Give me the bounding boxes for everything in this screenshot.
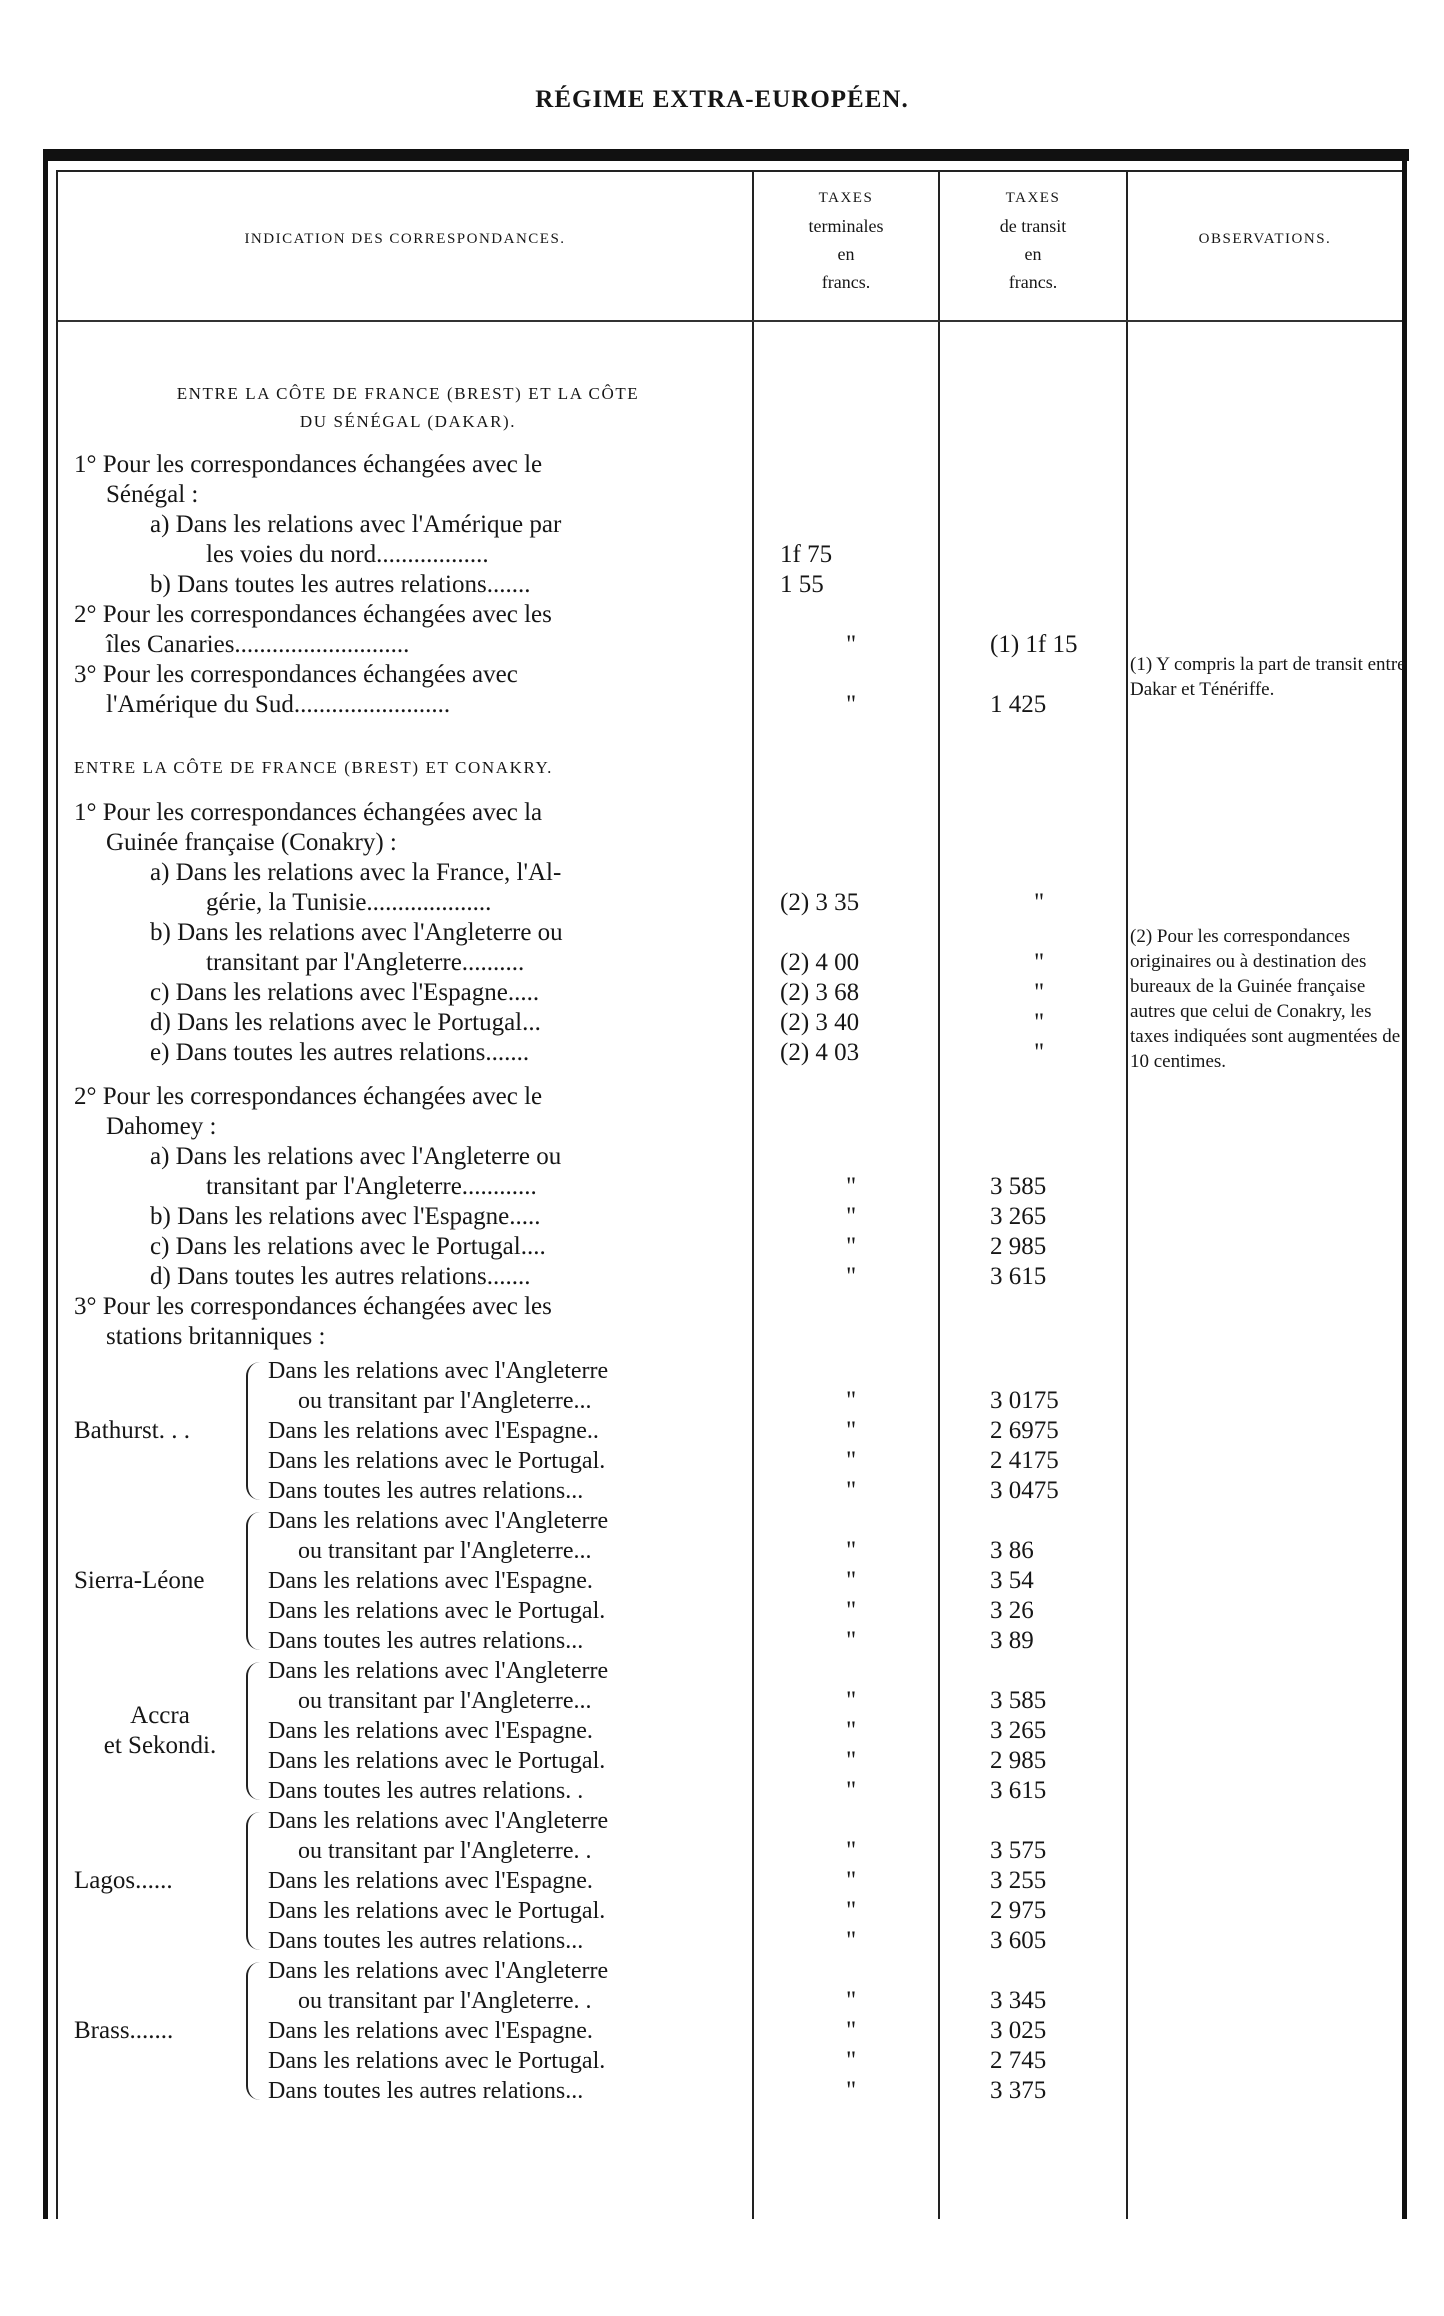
station-row-taxe-transit: 3 615 (990, 1777, 1047, 1804)
table-row-text: les voies du nord.................. (206, 541, 489, 568)
table-row-taxe-transit: 3 265 (990, 1203, 1047, 1230)
station-row-text: Dans les relations avec l'Espagne.. (268, 1418, 599, 1444)
station-row-text: ou transitant par l'Angleterre... (298, 1688, 592, 1714)
table-row-text: c) Dans les relations avec l'Espagne..... (150, 979, 540, 1006)
station-row-text: Dans les relations avec l'Espagne. (268, 1568, 593, 1594)
section-title: ENTRE LA CÔTE DE FRANCE (BREST) ET LA CÔTE (176, 384, 640, 403)
header-transit-line: francs. (1008, 272, 1058, 292)
station-row-text: Dans les relations avec le Portugal. (268, 2048, 606, 2074)
header-transit-line: de transit (999, 216, 1067, 236)
station-row-text: Dans les relations avec l'Angleterre (268, 1508, 609, 1534)
table-row-text: b) Dans les relations avec l'Espagne..... (150, 1203, 541, 1230)
table-row-taxe-transit: 2 985 (990, 1233, 1047, 1260)
table-row-text: d) Dans toutes les autres relations....... (150, 1263, 531, 1290)
station-row-taxe-transit: 3 345 (990, 1987, 1047, 2014)
column-divider-3 (1126, 172, 1128, 2219)
station-row-taxe-transit: 3 575 (990, 1837, 1047, 1864)
table-row-text: transitant par l'Angleterre.......... (206, 949, 525, 976)
station-row-taxe-terminale: " (846, 1537, 857, 1564)
station-row-taxe-terminale: " (846, 1447, 857, 1474)
header-taxes-transit (940, 184, 1126, 296)
station-row-taxe-terminale: " (846, 1777, 857, 1804)
station-row-taxe-terminale: " (846, 1597, 857, 1624)
station-name: et Sekondi. (103, 1732, 217, 1759)
table-row-taxe-terminale: (2) 4 03 (780, 1039, 860, 1066)
station-row-taxe-terminale: " (846, 1837, 857, 1864)
table-frame-right (1402, 149, 1407, 2219)
table-row-text: 3° Pour les correspondances échangées avec (74, 661, 518, 688)
station-row-taxe-transit: 3 585 (990, 1687, 1047, 1714)
observation-note: (1) Y compris la part de transit entre Dakar et Ténériffe. (1130, 654, 1406, 700)
station-row-taxe-terminale: " (846, 1477, 857, 1504)
station-brace (246, 1962, 262, 2100)
table-row-text: c) Dans les relations avec le Portugal.... (150, 1233, 546, 1260)
station-row-taxe-transit: 3 605 (990, 1927, 1047, 1954)
station-row-taxe-terminale: " (846, 1987, 857, 2014)
table-row-text: 2° Pour les correspondances échangées avec les (74, 601, 552, 628)
header-terminales-line: TAXES (818, 190, 874, 206)
station-row-text: Dans les relations avec l'Angleterre (268, 1358, 609, 1384)
table-row-text: b) Dans les relations avec l'Angleterre ou (150, 919, 563, 946)
header-terminales-line: en (837, 244, 855, 264)
station-row-text: Dans les relations avec l'Angleterre (268, 1658, 609, 1684)
station-name: Sierra-Léone (74, 1567, 205, 1594)
station-row-taxe-transit: 3 375 (990, 2077, 1047, 2104)
station-row-taxe-terminale: " (846, 1867, 857, 1894)
station-row-text: Dans les relations avec le Portugal. (268, 1898, 606, 1924)
table-frame-top-inner (58, 170, 1404, 172)
table-frame-top (43, 149, 1409, 161)
station-row-text: Dans toutes les autres relations... (268, 1478, 584, 1504)
station-row-taxe-terminale: " (846, 1717, 857, 1744)
header-observations: OBSERVATIONS. (1198, 231, 1332, 247)
header-indication: INDICATION DES CORRESPONDANCES. (244, 231, 566, 247)
table-row-text: 1° Pour les correspondances échangées avec la (74, 799, 543, 826)
station-row-text: Dans les relations avec l'Angleterre (268, 1958, 609, 1984)
table-row-taxe-transit: 3 615 (990, 1263, 1047, 1290)
station-row-text: Dans les relations avec le Portugal. (268, 1748, 606, 1774)
table-row-taxe-terminale: (2) 3 40 (780, 1009, 860, 1036)
station-row-text: Dans les relations avec l'Angleterre (268, 1808, 609, 1834)
table-row-taxe-terminale: " (846, 631, 857, 658)
table-row-text: îles Canaries............................ (106, 631, 410, 658)
table-row-taxe-terminale: (2) 3 68 (780, 979, 860, 1006)
station-row-taxe-transit: 3 26 (990, 1597, 1034, 1624)
header-transit-line: TAXES (1005, 190, 1061, 206)
header-taxes-terminales (754, 184, 938, 296)
station-row-taxe-transit: 2 985 (990, 1747, 1047, 1774)
observation-note: (2) Pour les correspondances originaires ou à destination des bureaux de la Guinée française autres que celui de Conakry, les taxes indiquées sont augmentées de 10 centimes. (1130, 926, 1401, 1072)
table-row-text: transitant par l'Angleterre............ (206, 1173, 537, 1200)
station-row-taxe-terminale: " (846, 1747, 857, 1774)
table-row-taxe-terminale: (2) 3 35 (780, 889, 860, 916)
table-row-taxe-transit: 1 425 (990, 691, 1047, 718)
station-row-taxe-terminale: " (846, 1897, 857, 1924)
table-row-taxe-terminale: " (846, 1263, 857, 1290)
station-row-text: ou transitant par l'Angleterre... (298, 1538, 592, 1564)
table-row-taxe-terminale: " (846, 1173, 857, 1200)
table-row-taxe-transit: " (1034, 979, 1045, 1006)
table-row-text: Sénégal : (106, 481, 199, 508)
section-title: DU SÉNÉGAL (DAKAR). (299, 412, 517, 431)
station-brace (246, 1662, 262, 1800)
table-row-taxe-transit: " (1034, 1039, 1045, 1066)
page-title: RÉGIME EXTRA-EUROPÉEN. (535, 86, 909, 113)
station-row-text: Dans toutes les autres relations... (268, 2078, 584, 2104)
table-row-text: stations britanniques : (106, 1323, 326, 1350)
station-row-taxe-transit: 3 54 (990, 1567, 1034, 1594)
table-row-taxe-terminale: " (846, 1233, 857, 1260)
table-row-text: d) Dans les relations avec le Portugal... (150, 1009, 541, 1036)
table-row-taxe-transit: 3 585 (990, 1173, 1047, 1200)
station-row-taxe-transit: 2 975 (990, 1897, 1047, 1924)
station-row-taxe-transit: 3 025 (990, 2017, 1047, 2044)
column-divider-1 (752, 172, 754, 2219)
station-row-text: Dans toutes les autres relations... (268, 1928, 584, 1954)
table-row-taxe-terminale: (2) 4 00 (780, 949, 860, 976)
column-divider-2 (938, 172, 940, 2219)
station-row-text: Dans toutes les autres relations. . (268, 1778, 584, 1804)
table-row-text: Guinée française (Conakry) : (106, 829, 397, 856)
table-row-taxe-transit: (1) 1f 15 (990, 631, 1078, 658)
table-row-text: a) Dans les relations avec l'Angleterre ou (150, 1143, 562, 1170)
station-row-taxe-terminale: " (846, 2077, 857, 2104)
table-row-taxe-terminale: 1 55 (780, 571, 824, 598)
table-row-taxe-terminale: " (846, 691, 857, 718)
station-name: Bathurst. . . (74, 1417, 190, 1444)
station-row-text: Dans les relations avec l'Espagne. (268, 1868, 593, 1894)
station-brace (246, 1362, 262, 1500)
table-row-taxe-transit: " (1034, 889, 1045, 916)
station-row-text: ou transitant par l'Angleterre... (298, 1388, 592, 1414)
table-row-taxe-terminale: " (846, 1203, 857, 1230)
station-row-text: Dans les relations avec l'Espagne. (268, 1718, 593, 1744)
station-row-taxe-transit: 3 0475 (990, 1477, 1059, 1504)
station-brace (246, 1512, 262, 1650)
table-row-text: 1° Pour les correspondances échangées avec le (74, 451, 543, 478)
station-row-taxe-terminale: " (846, 2047, 857, 2074)
station-row-taxe-terminale: " (846, 1687, 857, 1714)
station-row-taxe-transit: 3 0175 (990, 1387, 1059, 1414)
table-row-text: Dahomey : (106, 1113, 217, 1140)
station-row-text: Dans les relations avec l'Espagne. (268, 2018, 593, 2044)
table-row-taxe-transit: " (1034, 1009, 1045, 1036)
station-row-taxe-transit: 3 89 (990, 1627, 1034, 1654)
table-row-text: l'Amérique du Sud......................... (106, 691, 451, 718)
station-row-taxe-terminale: " (846, 1417, 857, 1444)
header-transit-line: en (1024, 244, 1042, 264)
station-row-text: Dans les relations avec le Portugal. (268, 1448, 606, 1474)
station-row-text: ou transitant par l'Angleterre. . (298, 1838, 592, 1864)
header-terminales-line: francs. (821, 272, 871, 292)
station-row-taxe-terminale: " (846, 1927, 857, 1954)
station-row-taxe-transit: 3 86 (990, 1537, 1034, 1564)
station-name: Brass....... (74, 2017, 174, 2044)
station-row-taxe-transit: 2 4175 (990, 1447, 1059, 1474)
table-row-text: e) Dans toutes les autres relations....... (150, 1039, 530, 1066)
section-title: ENTRE LA CÔTE DE FRANCE (BREST) ET CONAKRY. (74, 758, 554, 777)
table-row-text: b) Dans toutes les autres relations....... (150, 571, 531, 598)
station-row-taxe-terminale: " (846, 1627, 857, 1654)
table-frame-left-inner (56, 170, 58, 2219)
station-row-taxe-transit: 3 255 (990, 1867, 1047, 1894)
station-row-text: ou transitant par l'Angleterre. . (298, 1988, 592, 2014)
station-row-taxe-terminale: " (846, 1387, 857, 1414)
table-row-text: 3° Pour les correspondances échangées avec les (74, 1293, 552, 1320)
table-row-taxe-terminale: 1f 75 (780, 541, 833, 568)
station-name: Lagos...... (74, 1867, 173, 1894)
table-row-taxe-transit: " (1034, 949, 1045, 976)
table-frame-left (43, 149, 48, 2219)
station-row-text: Dans les relations avec le Portugal. (268, 1598, 606, 1624)
station-row-taxe-transit: 2 6975 (990, 1417, 1059, 1444)
station-row-taxe-transit: 2 745 (990, 2047, 1047, 2074)
station-row-taxe-terminale: " (846, 2017, 857, 2044)
station-row-text: Dans toutes les autres relations... (268, 1628, 584, 1654)
table-row-text: 2° Pour les correspondances échangées avec le (74, 1083, 543, 1110)
station-name: Accra (130, 1702, 190, 1729)
header-divider (58, 320, 1402, 322)
station-row-taxe-transit: 3 265 (990, 1717, 1047, 1744)
table-row-text: a) Dans les relations avec la France, l'Al- (150, 859, 562, 886)
table-row-text: gérie, la Tunisie.................... (206, 889, 492, 916)
station-row-taxe-terminale: " (846, 1567, 857, 1594)
table-row-text: a) Dans les relations avec l'Amérique par (150, 511, 562, 538)
header-terminales-line: terminales (808, 216, 884, 236)
station-brace (246, 1812, 262, 1950)
